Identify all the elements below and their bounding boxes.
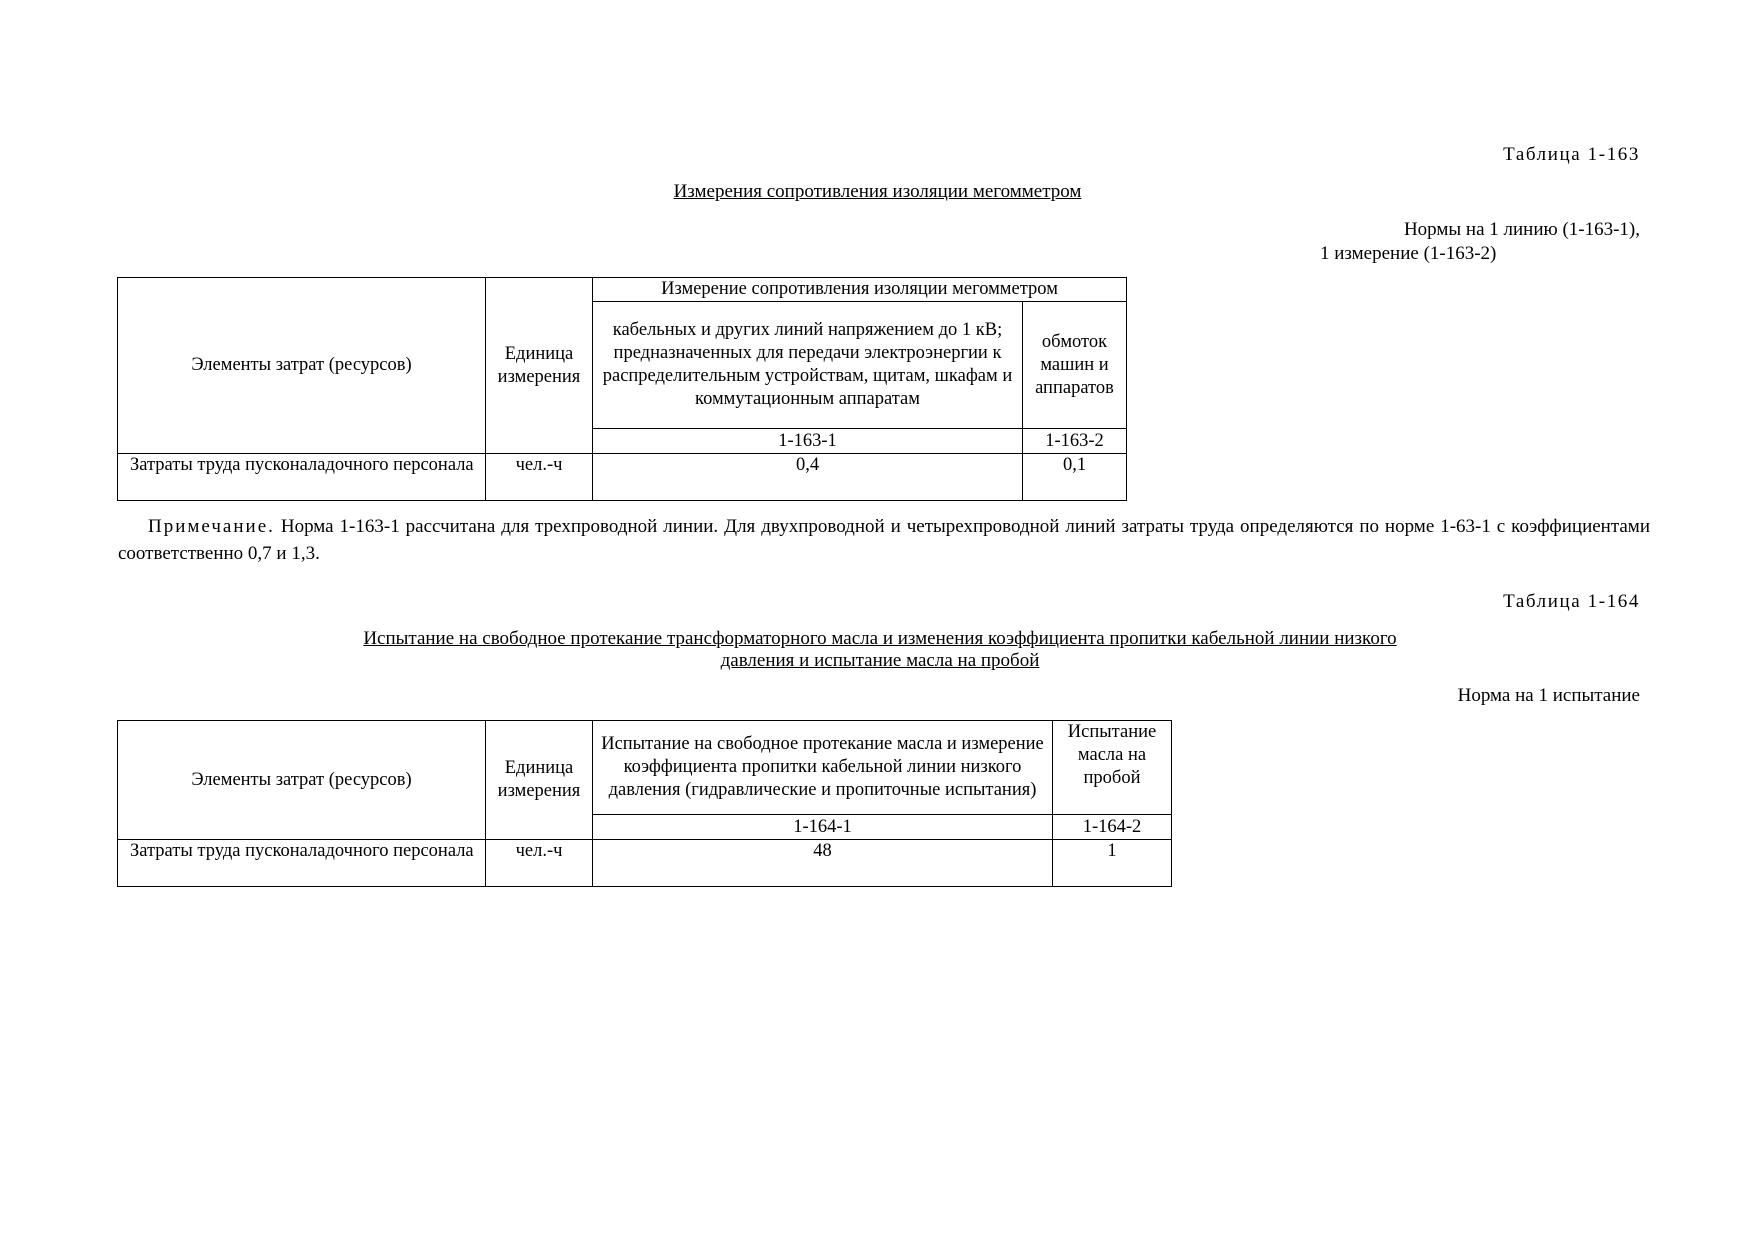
table-1-163-label: Таблица 1-163 bbox=[1503, 144, 1640, 165]
table-1-163 bbox=[117, 277, 1127, 501]
row-value-a: 48 bbox=[593, 840, 1053, 887]
row-name: Затраты труда пусконаладочного персонала bbox=[118, 840, 486, 887]
table-1-164-title-wrap bbox=[150, 628, 1610, 672]
table-1-163-title-wrap bbox=[300, 181, 1455, 203]
row-value-a: 0,4 bbox=[593, 454, 1023, 501]
table-1-164-title-line1: Испытание на свободное протекание трансформаторного масла и изменения коэффициента пропитки кабельной линии низкого bbox=[363, 628, 1397, 649]
code-col-b: 1-163-2 bbox=[1023, 429, 1127, 454]
row-unit: чел.-ч bbox=[486, 454, 593, 501]
table-1-164-label: Таблица 1-164 bbox=[1503, 591, 1640, 612]
table-1-164-title-line2: давления и испытание масла на пробой bbox=[720, 650, 1040, 671]
row-unit: чел.-ч bbox=[486, 840, 593, 887]
table-row bbox=[118, 454, 1127, 501]
note-text: Норма 1-163-1 рассчитана для трехпроводной линии. Для двухпроводной и четырехпроводной линий затраты труда определяются по норме 1-63-1 с коэффициентами соответственно 0,7 и 1,3. bbox=[118, 516, 1650, 564]
table-row bbox=[118, 840, 1172, 887]
code-col-a: 1-163-1 bbox=[593, 429, 1023, 454]
table-1-163-norm-line1: Нормы на 1 линию (1-163-1), bbox=[1403, 219, 1640, 240]
row-name: Затраты труда пусконаладочного персонала bbox=[118, 454, 486, 501]
code-col-b: 1-164-2 bbox=[1053, 815, 1172, 840]
row-value-b: 0,1 bbox=[1023, 454, 1127, 501]
header-col-a: кабельных и других линий напряжением до 1 кВ; предназначенных для передачи электроэнергии к распределительным устройствам, щитам, шкафам и коммутационным аппаратам bbox=[593, 302, 1023, 429]
header-unit: Единица измерения bbox=[486, 721, 593, 840]
header-col-a: Испытание на свободное протекание масла и измерение коэффициента пропитки кабельной линии низкого давления (гидравлические и пропиточные испытания) bbox=[593, 721, 1053, 815]
header-elements: Элементы затрат (ресурсов) bbox=[118, 721, 486, 840]
table-1-163-title: Измерения сопротивления изоляции мегомметром bbox=[673, 181, 1082, 202]
note-paragraph bbox=[118, 513, 1650, 567]
header-elements: Элементы затрат (ресурсов) bbox=[118, 278, 486, 454]
table-1-164 bbox=[117, 720, 1172, 887]
header-col-b: обмоток машин и аппаратов bbox=[1023, 302, 1127, 429]
table-1-164-norm: Норма на 1 испытание bbox=[1457, 685, 1640, 706]
code-col-a: 1-164-1 bbox=[593, 815, 1053, 840]
row-value-b: 1 bbox=[1053, 840, 1172, 887]
header-group: Измерение сопротивления изоляции мегомметром bbox=[593, 278, 1127, 302]
note-label: Примечание. bbox=[148, 516, 275, 537]
header-col-b: Испытание масла на пробой bbox=[1053, 721, 1172, 815]
table-1-163-norm-line2: 1 измерение (1-163-2) bbox=[1320, 243, 1497, 264]
header-unit: Единица измерения bbox=[486, 278, 593, 454]
